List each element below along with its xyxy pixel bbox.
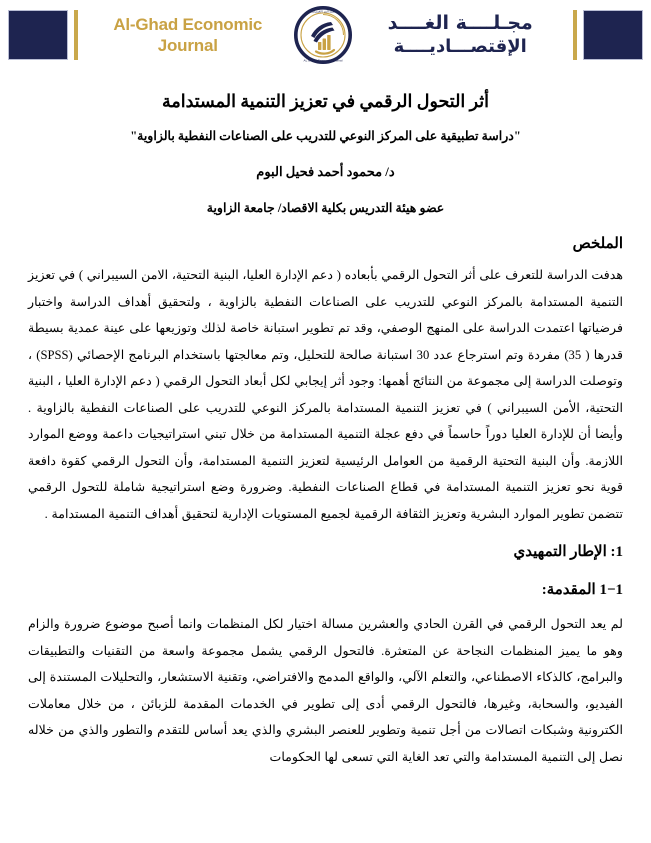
abstract-paragraph: هدفت الدراسة للتعرف على أثر التحول الرقمي بأبعاده ( دعم الإدارة العليا، البنية التحتية، الامن السيبراني ) في تعزيز التنمية المستدامة بالمركز النوعي للتدريب على الصناعات النفطية بالزاوية ، ولتحقيق أهداف الدراسة واختبار فرضياتها اعتمدت الدراسة على المنهج الوصفي، وقد تم تطوير استبانة خاصة لذلك وتوزيعها على عينة عمدية بسيطة قدرها ( 35) مفردة وتم استرجاع عدد 30 استبانة صالحة للتحليل، وتم معالجتها باستخدام البرنامج الإحصائي (SPSS) ، وتوصلت الدراسة إلى مجموعة من النتائج أهمها: وجود أثر إيجابي لكل أبعاد التحول الرقمي ( دعم الإدارة العليا ، البنية التحتية، الأمن السيبراني ) في تعزيز التنمية المستدامة بالمركز النوعي للتدريب على الصناعات النفطية بالزاوية . وأيضا أن للإدارة العليا دوراً حاسماً في دفع عجلة التنمية المستدامة من خلال تبني استراتيجيات داعمة ووضع الموارد اللازمة. وأن البنية التحتية الرقمية من العوامل الرئيسية لتعزيز التنمية المستدامة، وأن التحول الرقمي كقوة دافعة قوية نحو تعزيز التنمية المستدامة في قطاع الصناعات النفطية. وضرورة وضع استراتيجية شاملة للتحول الرقمي تتضمن تطوير الموارد البشرية وتعزيز الثقافة الرقمية لجميع المستويات الإدارية لتحقيق أهداف التنمية المستدامة .	[28, 268, 623, 521]
logo-ring-text-ar-top: مجلة الغد الاقتصادية	[309, 9, 336, 14]
masthead-right-ornament	[567, 9, 643, 61]
gold-divider-left	[74, 10, 78, 60]
section-1-1-heading: 1−1 المقدمة:	[541, 582, 623, 598]
abstract-heading: الملخص	[572, 236, 623, 252]
navy-block-right	[583, 10, 643, 60]
document-content	[0, 88, 651, 770]
journal-title-arabic-line1: مجـلــــة الغــــد	[387, 12, 533, 34]
journal-title-arabic	[372, 12, 548, 58]
section-1-1-paragraph: لم يعد التحول الرقمي في القرن الحادي والعشرين مسالة اختيار لكل المنظمات وانما أصبح موضوع ضرورة والزام وهو ما يميز المنظمات النجاحة عن المتعثرة. فالتحول الرقمي يشمل مجموعة واسعة من التقنيات والتطبيقات والبرامج، كالذكاء الاصطناعي، والتعلم الآلي، والواقع المدمج والافتراضي، وتقنية الاستشعار، والتحليلات المستندة إلى الفيديو، والسحابة، وغيرها، فالتحول الرقمي أدى إلى تطوير في الخدمات المقدمة للزبائن ، من خلال معاملات الكترونية وشبكات اتصالات من أجل تنمية وتطوير للعنصر البشري والذي يعد أساس للتقدم والتطور والذي من خلاله نصل إلى التنمية المستدامة والتي تعد الغاية التي تسعى لها الحكومات	[28, 617, 623, 764]
journal-title-english	[103, 14, 273, 56]
page-title: أثر التحول الرقمي في تعزيز التنمية المستدامة	[161, 91, 490, 111]
page-subtitle: "دراسة تطبيقية على المركز النوعي للتدريب على الصناعات النفطية بالزاوية"	[130, 129, 521, 143]
section-1-heading: 1: الإطار التمهيدي	[513, 544, 623, 560]
author-affiliation: عضو هيئة التدريس بكلية الاقصاد/ جامعة الزاوية	[206, 201, 445, 215]
journal-logo-icon	[293, 5, 353, 65]
journal-title-english-line1: Al-Ghad Economic	[113, 15, 263, 34]
journal-title-english-line2: Journal	[157, 36, 218, 55]
author-name: د/ محمود أحمد فحيل البوم	[256, 164, 395, 179]
masthead-left-ornament	[8, 9, 84, 61]
logo-ring-text-en-bottom: AL GHAD Economic Journal	[303, 58, 342, 63]
navy-block-left	[8, 10, 68, 60]
journal-title-arabic-line2: الإقتصـــاديــــة	[393, 36, 527, 57]
gold-divider-right	[573, 10, 577, 60]
journal-masthead	[0, 0, 651, 70]
journal-logo	[292, 4, 354, 66]
